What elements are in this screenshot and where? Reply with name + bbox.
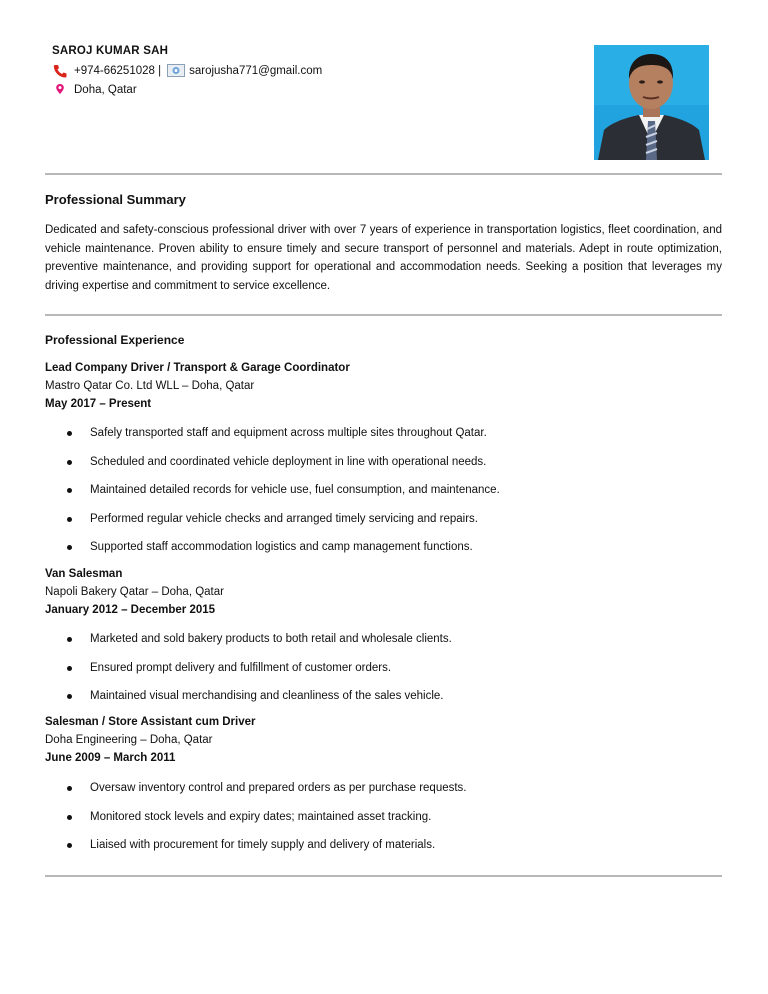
contact-line-location: [52, 83, 137, 97]
location-pin-icon: [52, 83, 68, 97]
job-dates: January 2012 – December 2015: [45, 604, 216, 616]
profile-photo: [594, 45, 709, 160]
list-item: Safely transported staff and equipment across multiple sites throughout Qatar.: [45, 425, 500, 454]
list-item: Scheduled and coordinated vehicle deployment in line with operational needs.: [45, 454, 500, 483]
job-dates: May 2017 – Present: [45, 398, 152, 410]
summary-heading: Professional Summary: [45, 192, 186, 207]
job-bullets: [45, 631, 452, 717]
email-address: sarojusha771@gmail.com: [189, 65, 323, 77]
location-text: Doha, Qatar: [74, 84, 137, 96]
job-title: Salesman / Store Assistant cum Driver: [45, 716, 256, 728]
job-title: Van Salesman: [45, 568, 123, 580]
list-item: Maintained detailed records for vehicle use, fuel consumption, and maintenance.: [45, 482, 500, 511]
section-divider: [45, 314, 722, 316]
job-company: Doha Engineering – Doha, Qatar: [45, 734, 213, 746]
job-title: Lead Company Driver / Transport & Garage Coordinator: [45, 362, 350, 374]
candidate-name: SAROJ KUMAR SAH: [52, 45, 169, 57]
job-bullets: [45, 780, 467, 866]
job-bullets: [45, 425, 500, 568]
profile-photo-image: [594, 45, 709, 160]
phone-number: +974-66251028 |: [74, 65, 162, 77]
summary-text: Dedicated and safety-conscious professional driver with over 7 years of experience in transportation logistics, fleet coordination, and vehicle maintenance. Proven ability to ensure timely and secure transport of personnel and materials. Adept in route optimization, preventive maintenance, and providing support for operational and accommodation needs. Seeking a position that leverages my driving expertise and commitment to service excellence.: [45, 224, 722, 292]
contact-line-phone-email: [52, 64, 322, 78]
list-item: Liaised with procurement for timely supply and delivery of materials.: [45, 837, 467, 866]
section-divider: [45, 875, 722, 877]
experience-heading: Professional Experience: [45, 333, 185, 347]
list-item: Oversaw inventory control and prepared orders as per purchase requests.: [45, 780, 467, 809]
list-item: Monitored stock levels and expiry dates; maintained asset tracking.: [45, 809, 467, 838]
section-divider: [45, 173, 722, 175]
phone-icon: [52, 64, 68, 78]
job-dates: June 2009 – March 2011: [45, 752, 176, 764]
list-item: Performed regular vehicle checks and arranged timely servicing and repairs.: [45, 511, 500, 540]
job-company: Mastro Qatar Co. Ltd WLL – Doha, Qatar: [45, 380, 255, 392]
list-item: Supported staff accommodation logistics and camp management functions.: [45, 539, 500, 568]
list-item: Maintained visual merchandising and cleanliness of the sales vehicle.: [45, 688, 452, 717]
list-item: Marketed and sold bakery products to both retail and wholesale clients.: [45, 631, 452, 660]
job-company: Napoli Bakery Qatar – Doha, Qatar: [45, 586, 224, 598]
email-icon: [167, 64, 183, 78]
list-item: Ensured prompt delivery and fulfillment of customer orders.: [45, 660, 452, 689]
